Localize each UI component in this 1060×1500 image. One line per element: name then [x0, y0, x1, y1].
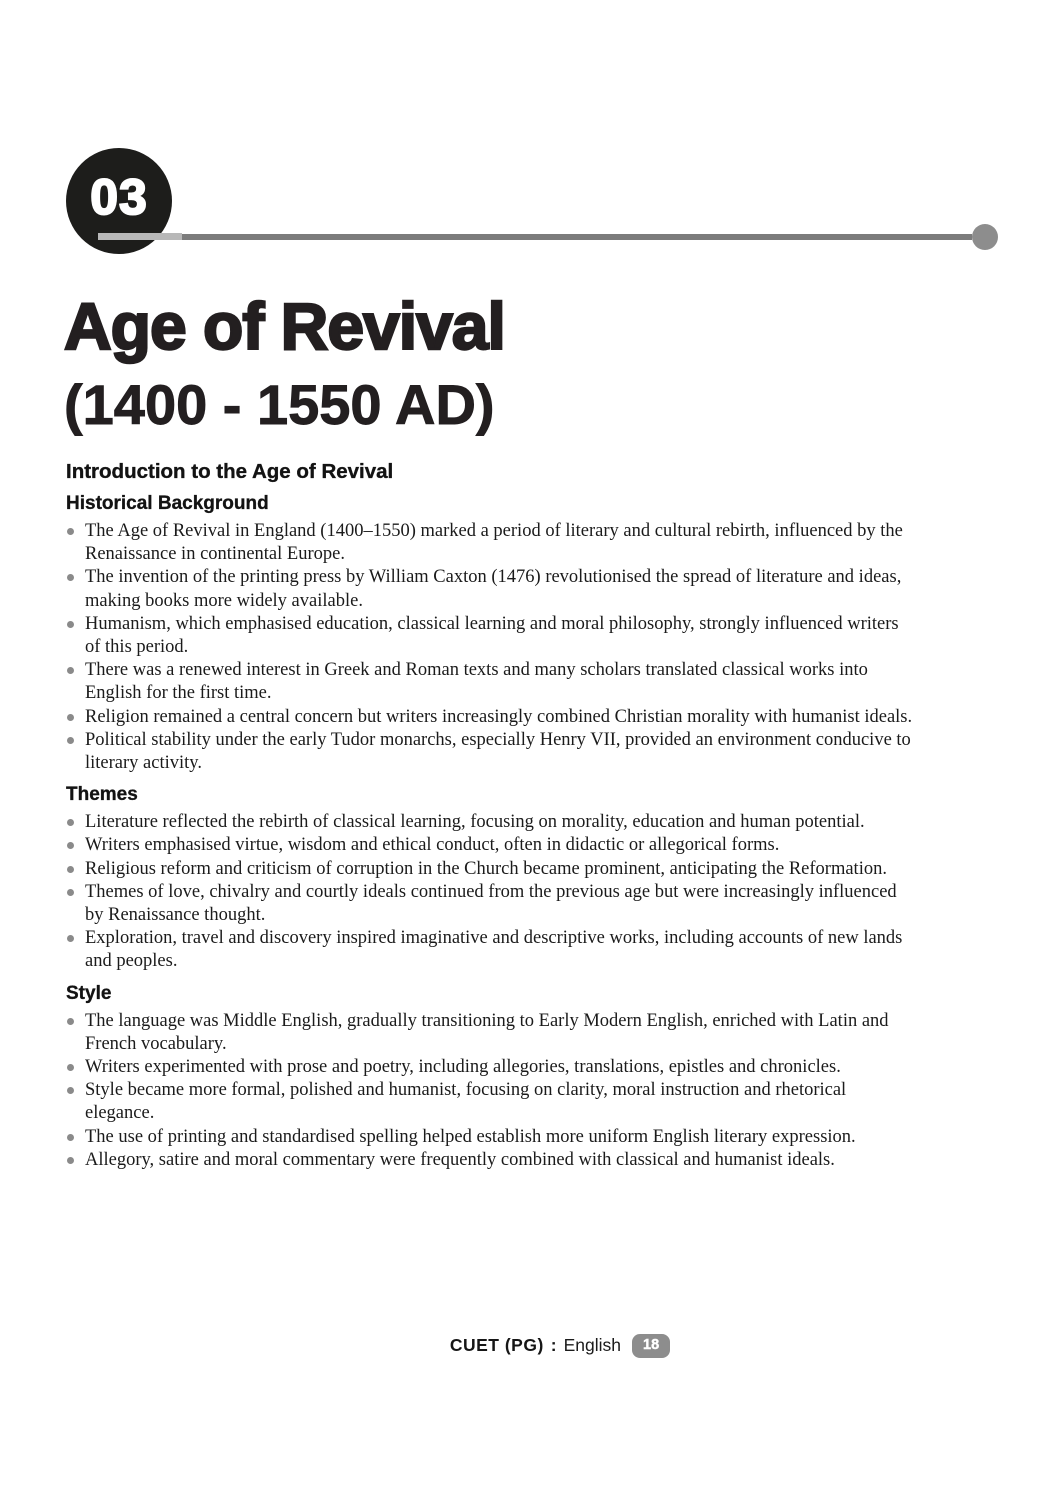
- bullet-icon: [67, 1018, 74, 1025]
- footer-subject: English: [563, 1335, 622, 1356]
- chapter-underline-bar: [98, 233, 182, 240]
- bullet-list: [66, 520, 966, 775]
- bullet-icon: [67, 574, 74, 581]
- list-item: Religious reform and criticism of corruption in the Church became prominent, anticipating the Reformation.: [66, 858, 966, 881]
- section-heading: Historical Background: [66, 493, 269, 514]
- list-item: Allegory, satire and moral commentary were frequently combined with classical and humanist ideals.: [66, 1149, 966, 1172]
- bullet-icon: [67, 1087, 74, 1094]
- intro-heading: Introduction to the Age of Revival: [66, 460, 394, 483]
- section-style: [66, 983, 966, 1172]
- list-item: Themes of love, chivalry and courtly ideals continued from the previous age but were increasingly influenced by Renaissance thought.: [66, 881, 966, 927]
- header-rule-end-dot: [972, 224, 998, 250]
- section-historical-background: [66, 493, 966, 775]
- bullet-icon: [67, 528, 74, 535]
- bullet-icon: [67, 819, 74, 826]
- list-item: Writers experimented with prose and poetry, including allegories, translations, epistles and chronicles.: [66, 1056, 966, 1079]
- header-rule-line: [172, 234, 972, 240]
- list-item: Literature reflected the rebirth of classical learning, focusing on morality, education and human potential.: [66, 811, 966, 834]
- list-item: Exploration, travel and discovery inspired imaginative and descriptive works, including accounts of new lands and peoples.: [66, 927, 966, 973]
- page-title: Age of Revival: [64, 289, 505, 363]
- section-heading: Style: [66, 982, 112, 1004]
- list-item: The invention of the printing press by William Caxton (1476) revolutionised the spread of literature and ideas, making books more widely available.: [66, 566, 966, 612]
- bullet-list: [66, 1010, 966, 1172]
- list-item: The language was Middle English, gradually transitioning to Early Modern English, enriched with Latin and French vocabulary.: [66, 1010, 966, 1056]
- list-item: There was a renewed interest in Greek and Roman texts and many scholars translated classical works into English for the first time.: [66, 659, 966, 705]
- footer-separator: :: [550, 1335, 557, 1356]
- section-heading: Themes: [66, 784, 138, 806]
- bullet-icon: [67, 866, 74, 873]
- page-footer: [30, 1334, 1060, 1358]
- section-themes: [66, 784, 966, 973]
- bullet-list: [66, 811, 966, 973]
- bullet-icon: [67, 714, 74, 721]
- bullet-icon: [67, 1064, 74, 1071]
- list-item: Political stability under the early Tudor monarchs, especially Henry VII, provided an environment conducive to literary activity.: [66, 729, 966, 775]
- bullet-icon: [67, 842, 74, 849]
- bullet-icon: [67, 621, 74, 628]
- bullet-icon: [67, 889, 74, 896]
- list-item: The use of printing and standardised spelling helped establish more uniform English literary expression.: [66, 1126, 966, 1149]
- list-item: The Age of Revival in England (1400–1550) marked a period of literary and cultural rebirth, influenced by the Renaissance in continental Europe.: [66, 520, 966, 566]
- page-number-badge: 18: [632, 1334, 670, 1358]
- content-area: [66, 460, 966, 1181]
- chapter-number: 03: [90, 169, 148, 225]
- list-item: Religion remained a central concern but writers increasingly combined Christian morality with humanist ideals.: [66, 706, 966, 729]
- bullet-icon: [67, 737, 74, 744]
- bullet-icon: [67, 1134, 74, 1141]
- footer-exam-label: CUET (PG): [449, 1335, 544, 1356]
- page-subtitle: (1400 - 1550 AD): [64, 373, 495, 436]
- bullet-icon: [67, 935, 74, 942]
- list-item: Humanism, which emphasised education, classical learning and moral philosophy, strongly influenced writers of this period.: [66, 613, 966, 659]
- bullet-icon: [67, 1157, 74, 1164]
- bullet-icon: [67, 667, 74, 674]
- list-item: Writers emphasised virtue, wisdom and ethical conduct, often in didactic or allegorical forms.: [66, 834, 966, 857]
- list-item: Style became more formal, polished and humanist, focusing on clarity, moral instruction and rhetorical elegance.: [66, 1079, 966, 1125]
